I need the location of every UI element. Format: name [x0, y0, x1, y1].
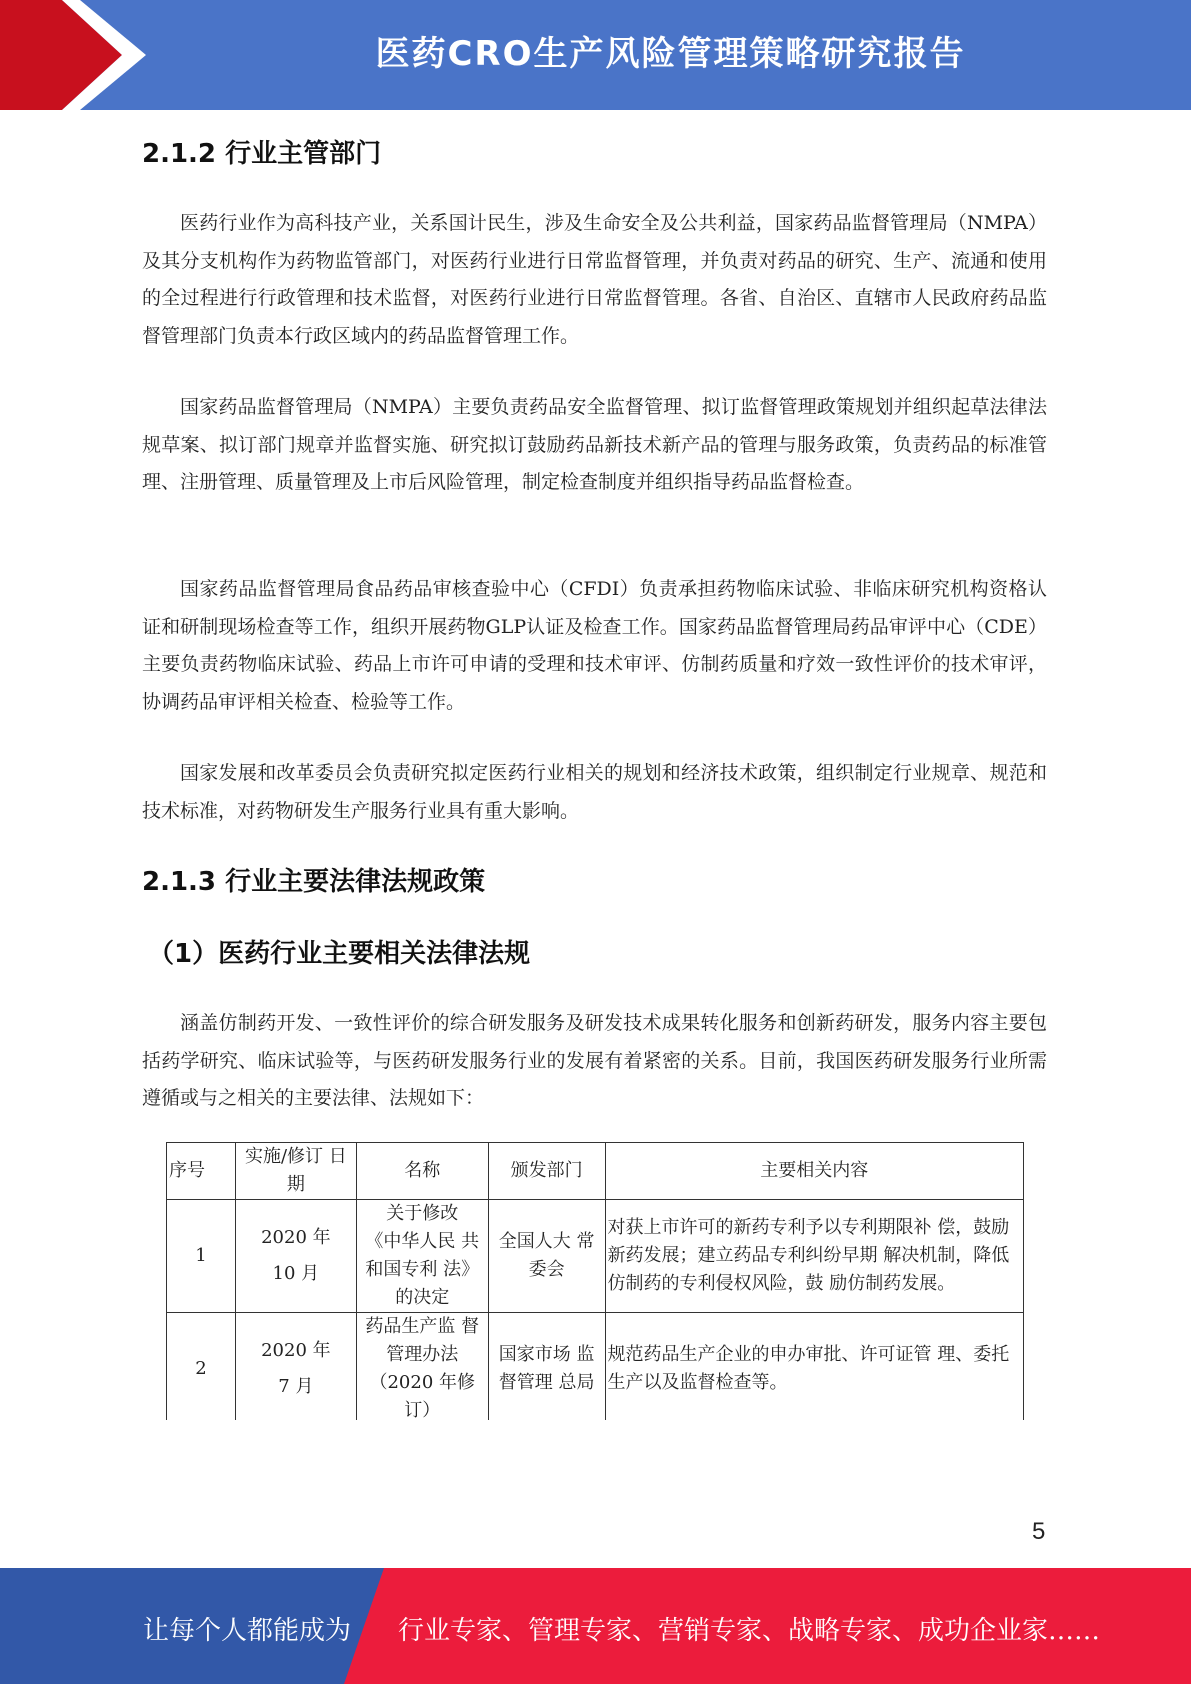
paragraph: 涵盖仿制药开发、一致性评价的综合研发服务及研发技术成果转化服务和创新药研发，服务内容主要包括药学研究、临床试验等，与医药研发服务行业的发展有着紧密的关系。目前，我国医药研发服务行业所需遵循或与之相关的主要法律、法规如下：: [142, 1012, 1047, 1109]
page-footer: [0, 1568, 1191, 1684]
footer-slogan-right: 行业专家、管理专家、营销专家、战略专家、成功企业家……: [398, 1616, 1101, 1646]
column-header: 名称: [356, 1143, 488, 1200]
paragraph: 国家发展和改革委员会负责研究拟定医药行业相关的规划和经济技术政策，组织制定行业规章、规范和技术标准，对药物研发生产服务行业具有重大影响。: [142, 762, 1047, 822]
table-cell: 2020 年 10 月: [235, 1200, 356, 1313]
report-title: 医药CRO生产风险管理策略研究报告: [375, 34, 966, 74]
table-row: [167, 1313, 1024, 1421]
section-heading-2-1-3: 2.1.3 行业主要法律法规政策: [142, 867, 486, 897]
column-header: 主要相关内容: [605, 1143, 1023, 1200]
page-number: 5: [1032, 1518, 1046, 1545]
table-cell: 关于修改 《中华人民 共和国专利 法》的决定: [356, 1200, 488, 1313]
column-header: 颁发部门: [488, 1143, 605, 1200]
table-cell: 规范药品生产企业的申办审批、许可证管 理、委托生产以及监督检查等。: [605, 1313, 1023, 1421]
table-cell: 对获上市许可的新药专利予以专利期限补 偿，鼓励新药发展；建立药品专利纠纷早期 解决机制，降低仿制药的专利侵权风险，鼓 励仿制药发展。: [605, 1200, 1023, 1313]
sub-heading: （1）医药行业主要相关法律法规: [148, 939, 531, 969]
paragraph: 国家药品监督管理局（NMPA）主要负责药品安全监督管理、拟订监督管理政策规划并组织起草法律法规草案、拟订部门规章并监督实施、研究拟订鼓励药品新技术新产品的管理与服务政策，负责药品的标准管理、注册管理、质量管理及上市后风险管理，制定检查制度并组织指导药品监督检查。: [142, 396, 1047, 493]
regulations-table-wrapper: [166, 1142, 1024, 1420]
table-cell: 2020 年 7 月: [235, 1313, 356, 1421]
page-header: [0, 0, 1191, 110]
section-heading-2-1-2: 2.1.2 行业主管部门: [142, 139, 382, 169]
column-header: 序号: [167, 1143, 236, 1200]
table-cell: 1: [167, 1200, 236, 1313]
table-row: [167, 1200, 1024, 1313]
table-cell: 全国人大 常委会: [488, 1200, 605, 1313]
column-header: 实施/修订 日期: [235, 1143, 356, 1200]
paragraph: 国家药品监督管理局食品药品审核查验中心（CFDI）负责承担药物临床试验、非临床研究机构资格认证和研制现场检查等工作，组织开展药物GLP认证及检查工作。国家药品监督管理局药品审评中心（CDE）主要负责药物临床试验、药品上市许可申请的受理和技术审评、仿制药质量和疗效一致性评价的技术审评，协调药品审评相关检查、检验等工作。: [142, 578, 1047, 713]
table-cell: 药品生产监 督管理办法 （2020 年修 订）: [356, 1313, 488, 1421]
table-cell: 2: [167, 1313, 236, 1421]
paragraph: 医药行业作为高科技产业，关系国计民生，涉及生命安全及公共利益，国家药品监督管理局（NMPA）及其分支机构作为药物监管部门，对医药行业进行日常监督管理，并负责对药品的研究、生产、流通和使用的全过程进行行政管理和技术监督，对医药行业进行日常监督管理。各省、自治区、直辖市人民政府药品监督管理部门负责本行政区域内的药品监督管理工作。: [142, 212, 1047, 347]
regulations-table: [166, 1142, 1024, 1420]
table-cell: 国家市场 监督管理 总局: [488, 1313, 605, 1421]
footer-slogan-left: 让每个人都能成为: [143, 1616, 352, 1646]
table-header-row: [167, 1143, 1024, 1200]
